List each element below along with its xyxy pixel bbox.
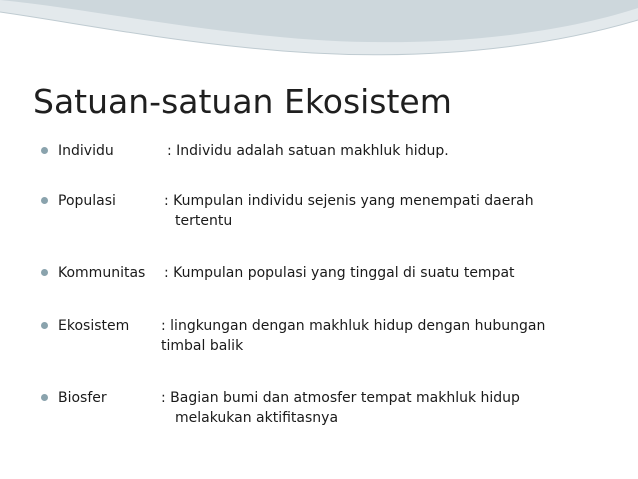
definition-text [167,141,607,161]
definition-line-2: tertentu [175,213,233,229]
definition-line-1: : Kumpulan individu sejenis yang menempati daerah [164,193,534,209]
definition-line-1: : lingkungan dengan makhluk hidup dengan hubungan [161,318,546,334]
definition-line-2: timbal balik [161,338,244,354]
definition-text [161,388,601,428]
bullet-dot-icon [41,147,48,154]
definition-line-2: melakukan aktifitasnya [175,410,339,426]
term-label: Ekosistem [58,318,130,334]
term-label: Populasi [58,193,116,209]
slide-title: Satuan-satuan Ekosistem [33,82,452,121]
bullet-dot-icon [41,269,48,276]
definition-line-1: : Bagian bumi dan atmosfer tempat makhluk hidup [161,390,520,406]
bullet-dot-icon [41,197,48,204]
term-label: Kommunitas [58,265,146,281]
term-label: Individu [58,143,114,159]
definition-text [164,263,604,283]
bullet-dot-icon [41,322,48,329]
definition-text [164,191,604,231]
bullet-dot-icon [41,394,48,401]
definition-line-1: : Individu adalah satuan makhluk hidup. [167,143,449,159]
term-label: Biosfer [58,390,107,406]
definition-text [161,316,601,356]
definition-line-1: : Kumpulan populasi yang tinggal di suatu tempat [164,265,515,281]
